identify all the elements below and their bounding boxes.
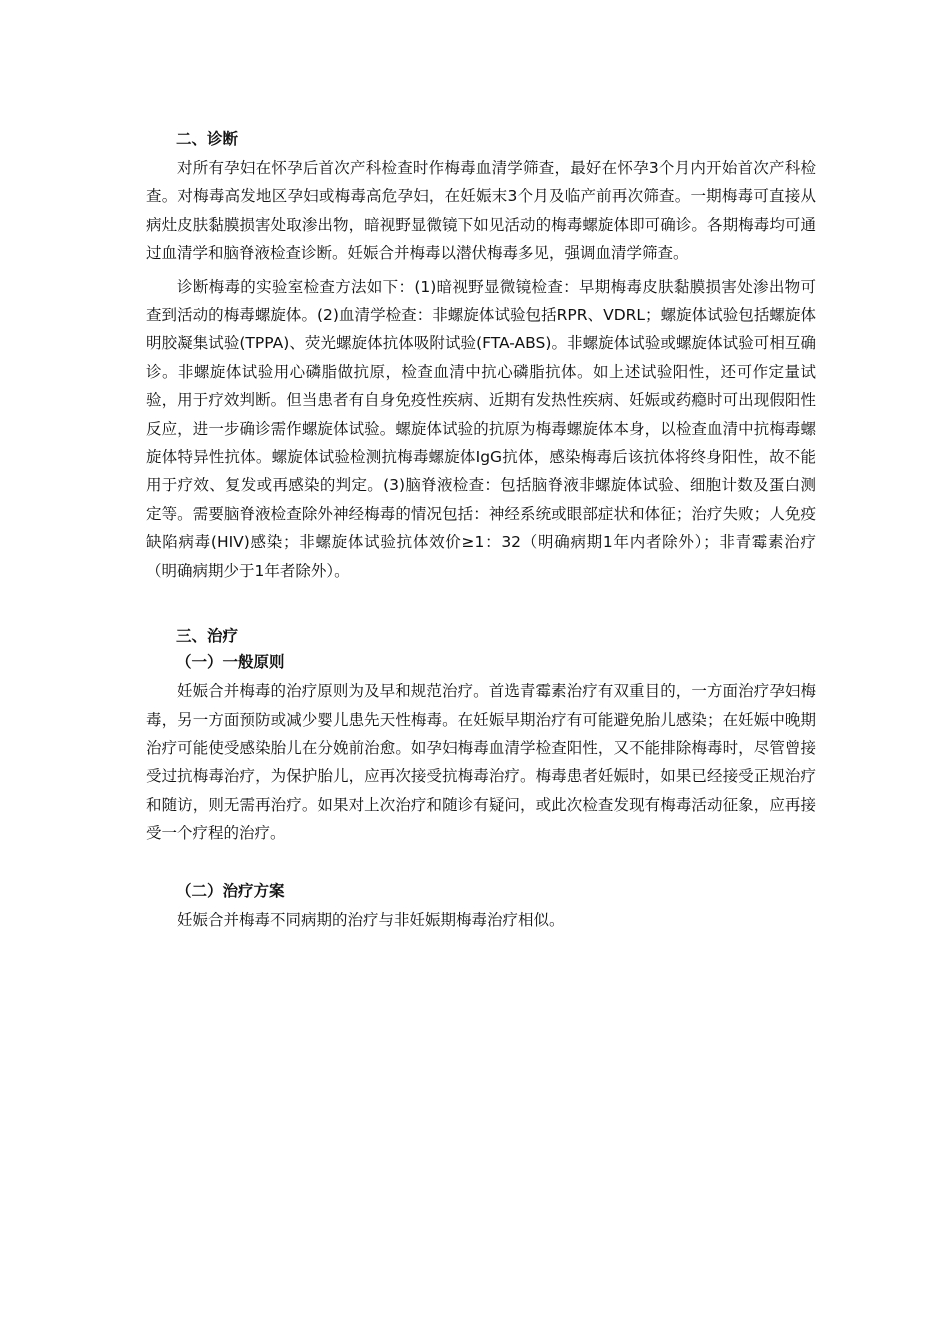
diagnosis-paragraph-screening: 对所有孕妇在怀孕后首次产科检查时作梅毒血清学筛查，最好在怀孕3个月内开始首次产科检查。对梅毒高发地区孕妇或梅毒高危孕妇，在妊娠末3个月及临产前再次筛查。一期梅毒可直接从病灶皮肤黏膜损害处取渗出物，暗视野显微镜下如见活动的梅毒螺旋体即可确诊。各期梅毒均可通过血清学和脑脊液检查诊断。妊娠合并梅毒以潜伏梅毒多见，强调血清学筛查。 (146, 159, 816, 263)
diagnosis-paragraph-lab-methods: 诊断梅毒的实验室检查方法如下：(1)暗视野显微镜检查：早期梅毒皮肤黏膜损害处渗出物可查到活动的梅毒螺旋体。(2)血清学检查：非螺旋体试验包括RPR、VDRL；螺旋体试验包括螺旋体明胶凝集试验(TPPA)、荧光螺旋体抗体吸附试验(FTA-ABS)。非螺旋体试验或螺旋体试验可相互确诊。非螺旋体试验用心磷脂做抗原，检查血清中抗心磷脂抗体。如上述试验阳性，还可作定量试验，用于疗效判断。但当患者有自身免疫性疾病、近期有发热性疾病、妊娠或药瘾时可出现假阳性反应，进一步确诊需作螺旋体试验。螺旋体试验的抗原为梅毒螺旋体本身，以检查血清中抗梅毒螺旋体特异性抗体。螺旋体试验检测抗梅毒螺旋体IgG抗体，感染梅毒后该抗体将终身阳性，故不能用于疗效、复发或再感染的判定。(3)脑脊液检查：包括脑脊液非螺旋体试验、细胞计数及蛋白测定等。需要脑脊液检查除外神经梅毒的情况包括：神经系统或眼部症状和体征；治疗失败；人免疫缺陷病毒(HIV)感染；非螺旋体试验抗体效价≥1：32（明确病期1年内者除外）；非青霉素治疗（明确病期少于1年者除外）。 (146, 277, 816, 580)
subsection-heading-general-principles: （一）一般原则 (176, 653, 285, 672)
section-heading-diagnosis: 二、诊断 (176, 130, 239, 148)
subsection-heading-treatment-plan: （二）治疗方案 (176, 881, 285, 900)
document-page (146, 126, 816, 934)
treatment-plan-paragraph: 妊娠合并梅毒不同病期的治疗与非妊娠期梅毒治疗相似。 (177, 910, 565, 929)
section-heading-treatment: 三、治疗 (176, 627, 239, 646)
general-principles-paragraph: 妊娠合并梅毒的治疗原则为及早和规范治疗。首选青霉素治疗有双重目的，一方面治疗孕妇梅毒，另一方面预防或减少婴儿患先天性梅毒。在妊娠早期治疗有可能避免胎儿感染；在妊娠中晚期治疗可能使受感染胎儿在分娩前治愈。如孕妇梅毒血清学检查阳性，又不能排除梅毒时，尽管曾接受过抗梅毒治疗，为保护胎儿，应再次接受抗梅毒治疗。梅毒患者妊娠时，如果已经接受正规治疗和随访，则无需再治疗。如果对上次治疗和随诊有疑问，或此次检查发现有梅毒活动征象，应再接受一个疗程的治疗。 (146, 682, 816, 843)
